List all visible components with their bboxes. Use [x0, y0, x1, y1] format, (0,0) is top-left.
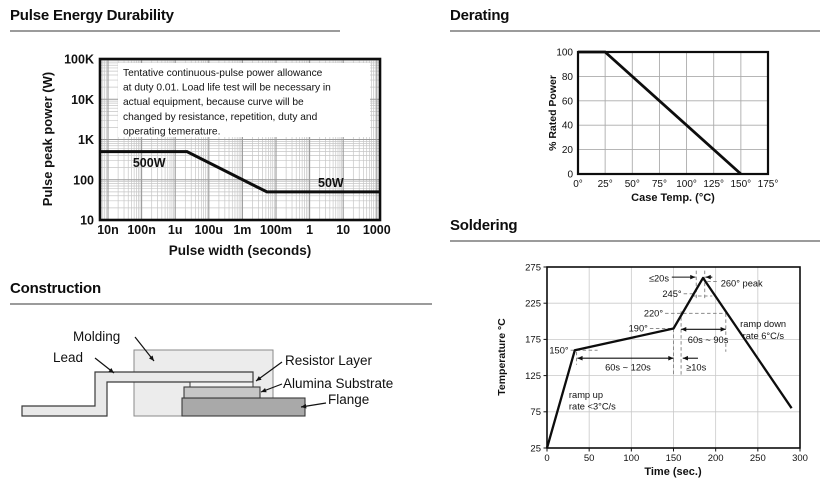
- svg-text:125°: 125°: [703, 179, 725, 190]
- svg-text:40: 40: [561, 120, 573, 132]
- svg-text:150°: 150°: [549, 345, 569, 356]
- resistor-layer-shape: [190, 382, 253, 387]
- svg-text:10K: 10K: [71, 92, 94, 107]
- svg-text:1000: 1000: [362, 223, 391, 237]
- svg-text:100°: 100°: [676, 179, 697, 190]
- svg-text:100: 100: [556, 47, 573, 59]
- svg-text:% Rated Power: % Rated Power: [547, 75, 559, 151]
- svg-text:100n: 100n: [127, 223, 156, 237]
- svg-text:1m: 1m: [233, 223, 252, 237]
- svg-text:10: 10: [336, 223, 351, 237]
- svg-text:Lead: Lead: [53, 350, 84, 365]
- svg-text:50: 50: [583, 453, 595, 464]
- section-rule-soldering: [450, 240, 820, 242]
- svg-text:1K: 1K: [78, 133, 94, 147]
- svg-text:150°: 150°: [730, 179, 752, 190]
- svg-text:175°: 175°: [757, 179, 779, 190]
- svg-text:175: 175: [525, 334, 541, 346]
- section-title-pulse-energy-durability: Pulse Energy Durability: [10, 7, 174, 24]
- dashed-guides: [571, 271, 726, 376]
- plot-area: [578, 52, 768, 174]
- svg-text:245°: 245°: [662, 288, 682, 299]
- svg-text:≥10s: ≥10s: [686, 362, 707, 373]
- svg-text:60s ~ 120s: 60s ~ 120s: [605, 362, 651, 373]
- svg-text:250: 250: [749, 453, 766, 464]
- y-axis-title: [40, 72, 55, 206]
- svg-text:220°: 220°: [643, 308, 664, 319]
- svg-text:operating temerature.: operating temerature.: [123, 126, 221, 138]
- svg-text:125: 125: [525, 370, 541, 382]
- svg-text:25: 25: [530, 443, 541, 455]
- x-axis-labels: [97, 223, 391, 237]
- alumina-substrate-shape: [184, 387, 260, 398]
- svg-text:0: 0: [567, 169, 573, 181]
- svg-text:1: 1: [306, 223, 314, 237]
- plot-area: [547, 267, 800, 448]
- svg-text:260° peak: 260° peak: [720, 278, 763, 289]
- x-axis-labels: [573, 179, 778, 190]
- svg-text:Temperature °C: Temperature °C: [496, 318, 508, 396]
- svg-text:0: 0: [544, 453, 550, 464]
- section-title-construction: Construction: [10, 280, 101, 297]
- svg-text:60: 60: [561, 96, 573, 108]
- svg-text:100m: 100m: [260, 223, 292, 237]
- svg-text:actual equipment, because curv: actual equipment, because curve will be: [123, 97, 304, 109]
- svg-text:1u: 1u: [167, 223, 183, 237]
- svg-text:300: 300: [792, 453, 808, 464]
- svg-text:75: 75: [530, 407, 541, 419]
- derating-chart: [480, 38, 823, 210]
- flange-shape: [182, 398, 305, 416]
- annotations: [549, 274, 786, 412]
- y-axis-labels: [525, 262, 541, 454]
- x-axis-title: [169, 243, 312, 258]
- svg-text:≤20s: ≤20s: [648, 273, 669, 284]
- svg-text:100u: 100u: [194, 223, 224, 237]
- svg-text:10n: 10n: [97, 223, 119, 237]
- svg-text:75°: 75°: [651, 179, 667, 190]
- svg-text:rate 6°C/s: rate 6°C/s: [742, 330, 785, 341]
- svg-text:10: 10: [80, 213, 94, 228]
- svg-text:150: 150: [665, 453, 682, 464]
- y-axis-title: [496, 318, 508, 396]
- x-axis-labels: [544, 453, 808, 464]
- svg-text:Pulse peak power (W): Pulse peak power (W): [40, 71, 55, 207]
- svg-text:100: 100: [623, 453, 640, 464]
- svg-text:changed by resistance, repetit: changed by resistance, repetition, duty and: [123, 111, 318, 123]
- svg-text:20: 20: [561, 145, 573, 157]
- svg-text:ramp down: ramp down: [740, 319, 787, 330]
- svg-text:at duty 0.01. Load life test w: at duty 0.01. Load life test will be necessary in: [123, 82, 331, 94]
- section-rule-construction: [10, 303, 432, 305]
- svg-text:190°: 190°: [628, 323, 648, 334]
- svg-text:Tentative continuous-pulse pow: Tentative continuous-pulse power allowance: [123, 68, 323, 79]
- svg-text:Flange: Flange: [328, 392, 370, 407]
- svg-text:Pulse width (seconds): Pulse width (seconds): [168, 243, 312, 258]
- section-title-derating: Derating: [450, 7, 510, 24]
- svg-text:ramp up: ramp up: [568, 390, 604, 401]
- svg-text:200: 200: [707, 453, 724, 464]
- svg-text:Time (sec.): Time (sec.): [644, 466, 702, 478]
- svg-text:80: 80: [561, 71, 573, 83]
- soldering-profile-chart: [490, 250, 823, 488]
- construction-diagram: [10, 315, 440, 427]
- svg-text:50W: 50W: [318, 176, 344, 191]
- svg-text:Resistor Layer: Resistor Layer: [285, 353, 373, 368]
- svg-text:Molding: Molding: [73, 329, 121, 344]
- svg-text:225: 225: [525, 298, 541, 310]
- svg-text:rate <3°C/s: rate <3°C/s: [568, 401, 616, 412]
- svg-text:0°: 0°: [573, 179, 583, 190]
- plot-area: [100, 59, 380, 220]
- pulse-energy-durability-chart: [30, 38, 400, 266]
- svg-text:60s ~ 90s: 60s ~ 90s: [687, 335, 729, 346]
- x-axis-title: [631, 192, 715, 204]
- section-rule-derating: [450, 30, 820, 32]
- svg-text:275: 275: [525, 262, 541, 274]
- svg-text:50°: 50°: [624, 179, 640, 190]
- svg-text:100K: 100K: [64, 52, 94, 67]
- curve-labels: [133, 156, 344, 190]
- section-rule-pulse: [10, 30, 340, 32]
- svg-text:100: 100: [73, 173, 94, 188]
- svg-text:Alumina Substrate: Alumina Substrate: [283, 376, 394, 391]
- svg-text:Case Temp. (°C): Case Temp. (°C): [631, 192, 715, 204]
- y-axis-labels: [64, 53, 94, 228]
- section-title-soldering: Soldering: [450, 217, 518, 234]
- x-axis-title: [644, 466, 702, 478]
- y-axis-title: [547, 75, 559, 151]
- svg-text:500W: 500W: [132, 156, 166, 171]
- svg-text:25°: 25°: [597, 179, 613, 190]
